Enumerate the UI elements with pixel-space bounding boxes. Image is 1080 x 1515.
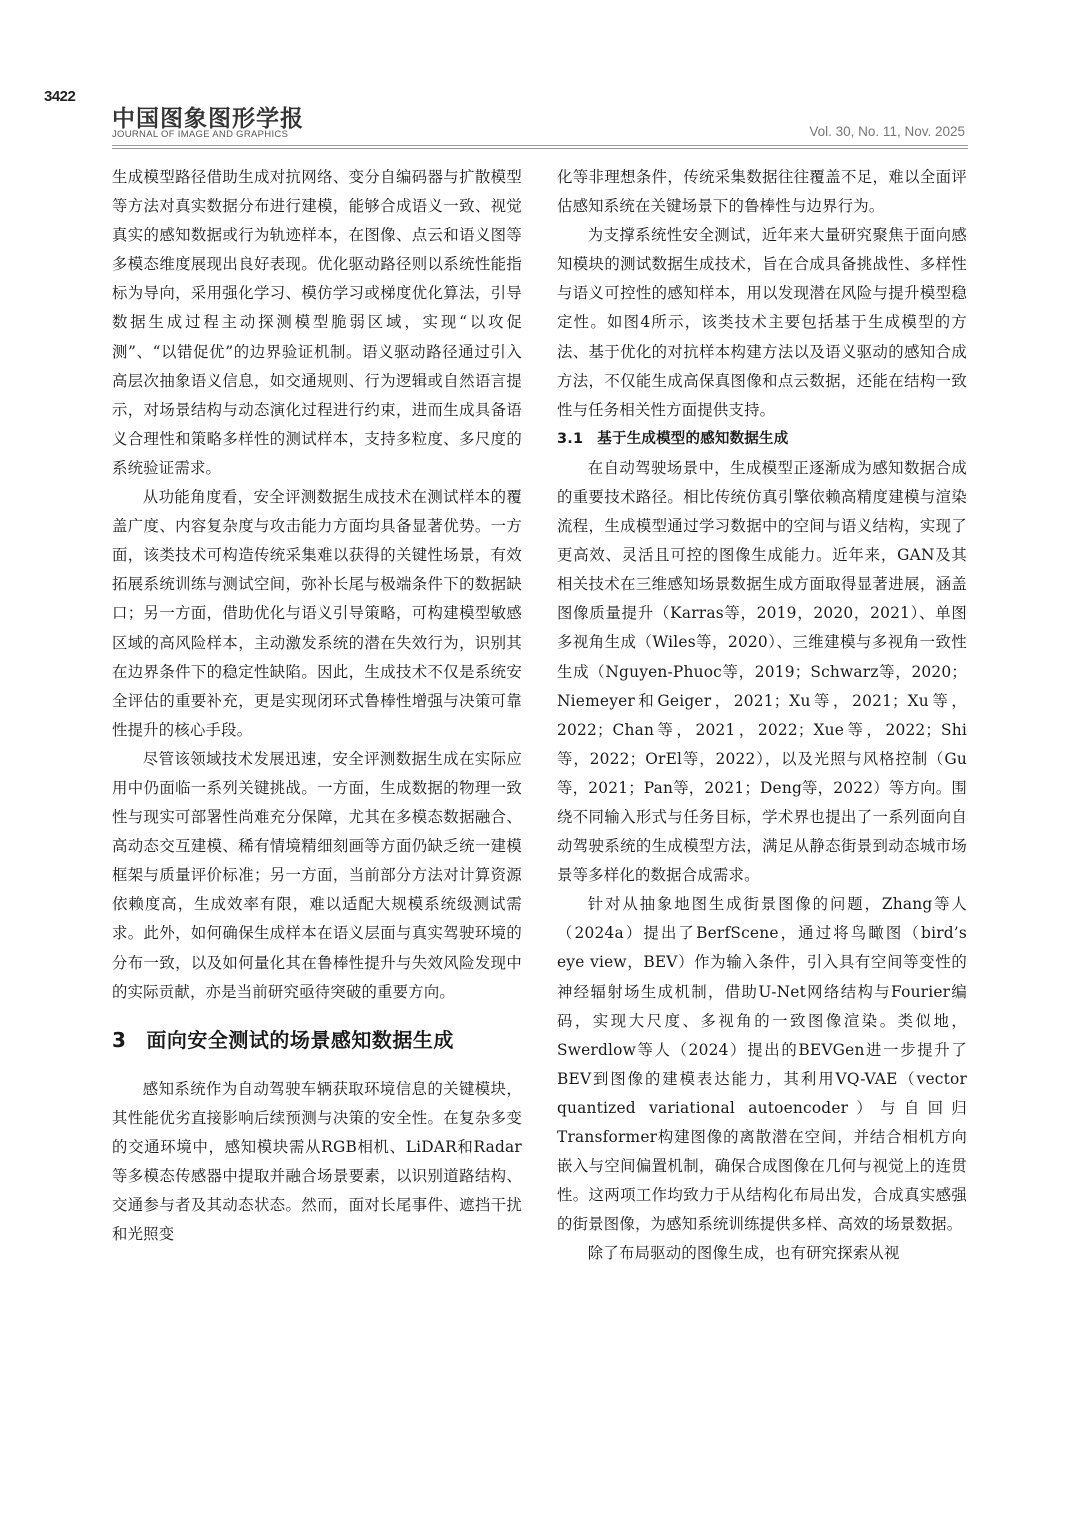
paragraph: 尽管该领域技术发展迅速，安全评测数据生成在实际应用中仍面临一系列关键挑战。一方面，生成数据的物理一致性与现实可部署性尚难充分保障，尤其在多模态数据融合、高动态交互建模、稀有情境精细刻画等方面仍缺乏统一建模框架与质量评价标准；另一方面，当前部分方法对计算资源依赖度高，生成效率有限，难以适配大规模系统级测试需求。此外，如何确保生成样本在语义层面与真实驾驶环境的分布一致，以及如何量化其在鲁棒性提升与失效风险发现中的实际贡献，亦是当前研究亟待突破的重要方向。 [112,749,522,1001]
paragraph: 感知系统作为自动驾驶车辆获取环境信息的关键模块，其性能优劣直接影响后续预测与决策的安全性。在复杂多变的交通环境中，感知模块需从RGB相机、LiDAR和Radar等多模态传感器中提取并融合场景要素，以识别道路结构、交通参与者及其动态状态。然而，面对长尾事件、遮挡干扰和光照变 [112,1079,522,1244]
issue-info: Vol. 30, No. 11, Nov. 2025 [809,124,965,139]
section-heading [112,1025,522,1055]
header-rule [112,145,968,146]
paragraph: 从功能角度看，安全评测数据生成技术在测试样本的覆盖广度、内容复杂度与攻击能力方面均具备显著优势。一方面，该类技术可构造传统采集难以获得的关键性场景，有效拓展系统训练与测试空间，弥补长尾与极端条件下的数据缺口；另一方面，借助优化与语义引导策略，可构建模型敏感区域的高风险样本，主动激发系统的潜在失效行为，识别其在边界条件下的稳定性缺陷。因此，生成技术不仅是系统安全评估的重要补充，更是实现闭环式鲁棒性增强与决策可靠性提升的核心手段。 [112,488,522,739]
section-title: 面向安全测试的场景感知数据生成 [146,1027,454,1052]
paragraph: 针对从抽象地图生成街景图像的问题，Zhang等人（2024a）提出了BerfScene，通过将鸟瞰图（bird’s eye view，BEV）作为输入条件，引入具有空间等变性的神经辐射场生成机制，借助U-Net网络结构与Fourier编码，实现大尺度、多视角的一致图像渲染。类似地，Swerdlow等人（2024）提出的BEVGen进一步提升了BEV到图像的建模表达能力，其利用VQ-VAE（vector quantized variational autoencoder）与自回归Transformer构建图像的离散潜在空间，并结合相机方向嵌入与空间偏置机制，确保合成图像在几何与视觉上的连贯性。这两项工作均致力于从结构化布局出发，合成真实感强的街景图像，为感知系统训练提供多样、高效的场景数据。 [557,895,967,1234]
subsection-heading [557,425,967,454]
journal-subtitle: JOURNAL OF IMAGE AND GRAPHICS [112,129,289,140]
paragraph: 化等非理想条件，传统采集数据往往覆盖不足，难以全面评估感知系统在关键场景下的鲁棒性与边界行为。 [557,168,967,216]
journal-title: 中国图象图形学报 [112,106,304,132]
subsection-number: 3.1 [557,430,584,447]
paragraph: 生成模型路径借助生成对抗网络、变分自编码器与扩散模型等方法对真实数据分布进行建模，能够合成语义一致、视觉真实的感知数据或行为轨迹样本，在图像、点云和语义图等多模态维度展现出良好表现。优化驱动路径则以系统性能指标为导向，采用强化学习、模仿学习或梯度优化算法，引导数据生成过程主动探测模型脆弱区域，实现“以攻促测”、“以错促优”的边界验证机制。语义驱动路径通过引入高层次抽象语义信息，如交通规则、行为逻辑或自然语言提示，对场景结构与动态演化过程进行约束，进而生成具备语义合理性和策略多样性的测试样本，支持多粒度、多尺度的系统验证需求。 [112,168,522,477]
paragraph: 除了布局驱动的图像生成，也有研究探索从视 [587,1244,900,1263]
subsection-title: 基于生成模型的感知数据生成 [597,430,789,447]
paragraph: 在自动驾驶场景中，生成模型正逐渐成为感知数据合成的重要技术路径。相比传统仿真引擎依赖高精度建模与渲染流程，生成模型通过学习数据中的空间与语义结构，实现了更高效、灵活且可控的图像生成能力。近年来，GAN及其相关技术在三维感知场景数据生成方面取得显著进展，涵盖图像质量提升（Karras等，2019，2020，2021）、单图多视角生成（Wiles等，2020）、三维建模与多视角一致性生成（Nguyen-Phuoc等，2019；Schwarz等，2020；Niemeyer和Geiger，2021；Xu等，2021；Xu等，2022；Chan等，2021，2022；Xue等，2022；Shi等，2022；OrEl等，2022），以及光照与风格控制（Gu等，2021；Pan等，2021；Deng等，2022）等方向。围绕不同输入形式与任务目标，学术界也提出了一系列面向自动驾驶系统的生成模型方法，满足从静态街景到动态城市场景等多样化的数据合成需求。 [557,458,967,885]
paragraph: 为支撑系统性安全测试，近年来大量研究聚焦于面向感知模块的测试数据生成技术，旨在合成具备挑战性、多样性与语义可控性的感知样本，用以发现潜在风险与提升模型稳定性。如图4所示，该类技术主要包括基于生成模型的方法、基于优化的对抗样本构建方法以及语义驱动的感知合成方法，不仅能生成高保真图像和点云数据，还能在结构一致性与任务相关性方面提供支持。 [557,226,967,419]
section-number: 3 [112,1027,127,1052]
page-number: 3422 [44,88,76,105]
right-column [557,163,967,1268]
header-rule [112,148,968,149]
left-column [112,163,522,1249]
